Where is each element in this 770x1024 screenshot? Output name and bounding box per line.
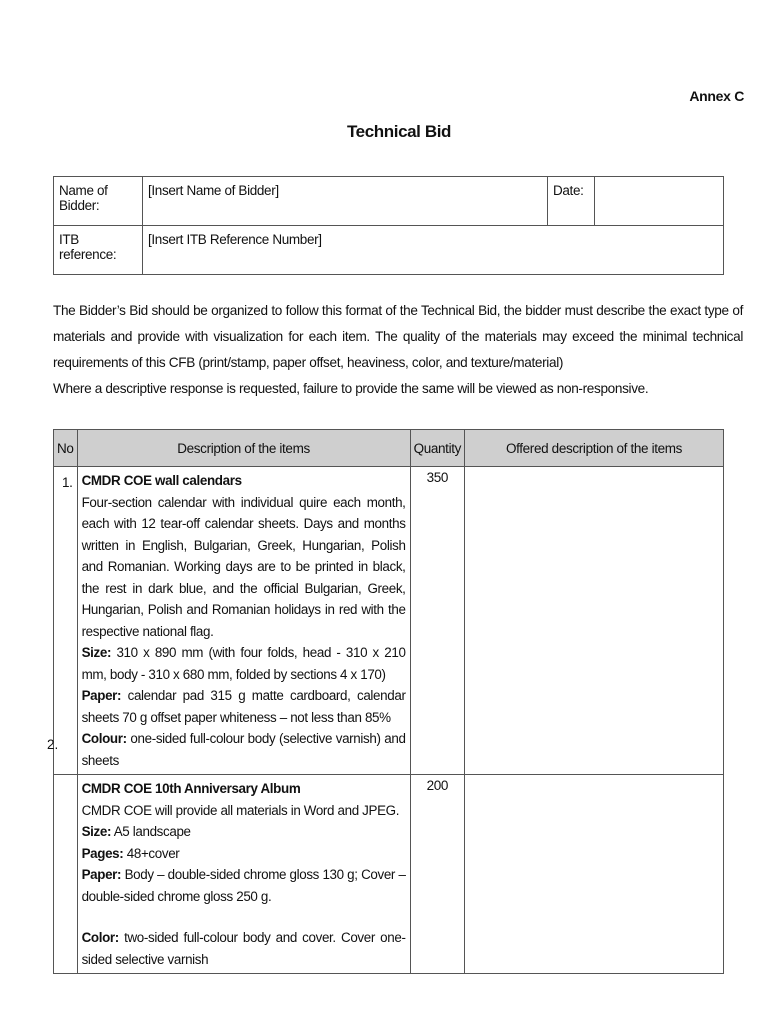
bidder-name-row: [54, 177, 724, 226]
item-paper: [82, 864, 406, 907]
item-number-cell: [54, 775, 78, 974]
itb-reference-field[interactable]: [Insert ITB Reference Number]: [143, 226, 724, 275]
paper-value: Body – double-sided chrome gloss 130 g; Cover – double-sided chrome gloss 250 g.: [81, 867, 406, 904]
colour-value: one-sided full-colour body (selective varnish) and sheets: [81, 731, 406, 768]
name-of-bidder-field[interactable]: [Insert Name of Bidder]: [143, 177, 548, 226]
table-row: [54, 775, 724, 974]
items-table: [53, 429, 724, 974]
paper-label: Paper:: [81, 688, 122, 703]
itb-reference-label: ITB reference:: [54, 226, 143, 275]
table-row: [54, 467, 724, 775]
item-color: [82, 927, 406, 970]
header-offered-description: Offered description of the items: [465, 430, 724, 467]
bidder-info-table: [53, 176, 724, 275]
size-label: Size:: [81, 824, 112, 839]
page-title: Technical Bid: [346, 122, 452, 141]
offered-description-field[interactable]: [465, 775, 724, 974]
annex-label: Annex C: [689, 88, 744, 104]
item-pages: [82, 843, 406, 865]
item-text: Four-section calendar with individual quire each month, each with 12 tear-off calendar sheets. Days and months written in English, Bulgarian, Greek, Hungarian, Polish and Romanian. Working days are to be printed in black, the rest in dark blue, and the official Bulgarian, Greek, Hungarian, Polish and Romanian holidays in red with the respective national flag.: [81, 494, 406, 639]
item-description: [77, 775, 410, 974]
size-label: Size:: [81, 645, 112, 660]
itb-reference-row: [54, 226, 724, 275]
item-size: [82, 642, 406, 685]
date-field[interactable]: [595, 177, 724, 226]
paper-value: calendar pad 315 g matte cardboard, calendar sheets 70 g offset paper whiteness – not less than 85%: [81, 688, 406, 725]
item-number: 1.: [54, 467, 78, 775]
offered-description-field[interactable]: [465, 467, 724, 775]
instructions-paragraph-2: Where a descriptive response is requested, failure to provide the same will be viewed as non-responsive.: [53, 381, 649, 396]
paper-label: Paper:: [81, 867, 122, 882]
item-description: [77, 467, 410, 775]
items-table-header: [54, 430, 724, 467]
item-heading: CMDR COE wall calendars: [81, 473, 242, 488]
item-quantity: 200: [410, 775, 464, 974]
date-label: Date:: [548, 177, 595, 226]
colour-label: Colour:: [81, 731, 127, 746]
instructions-paragraph-1: The Bidder’s Bid should be organized to follow this format of the Technical Bid, the bidder must describe the exact type of materials and provide with visualization for each item. The quality of the materials may exceed the minimal technical requirements of this CFB (print/stamp, paper offset, heaviness, color, and texture/material): [53, 303, 743, 370]
item-quantity: 350: [410, 467, 464, 775]
instructions: [53, 298, 743, 402]
color-value: two-sided full-colour body and cover. Cover one-sided selective varnish: [81, 930, 406, 967]
item-text: CMDR COE will provide all materials in Word and JPEG.: [81, 802, 400, 818]
item-number: 2.: [47, 737, 59, 752]
header-no: No: [54, 430, 78, 467]
header-quantity: Quantity: [410, 430, 464, 467]
size-value: A5 landscape: [111, 824, 191, 839]
item-heading: CMDR COE 10th Anniversary Album: [81, 781, 301, 796]
pages-value: 48+cover: [123, 845, 180, 861]
pages-label: Pages:: [81, 845, 124, 861]
header-description: Description of the items: [77, 430, 410, 467]
item-paper: [82, 685, 406, 728]
item-size: [82, 821, 406, 843]
size-value: 310 x 890 mm (with four folds, head - 310 x 210 mm, body - 310 x 680 mm, folded by sections 4 x 170): [81, 645, 406, 682]
color-label: Color:: [81, 930, 119, 945]
item-colour: [82, 728, 406, 771]
blank-line: [82, 907, 406, 927]
name-of-bidder-label: Name of Bidder:: [54, 177, 143, 226]
